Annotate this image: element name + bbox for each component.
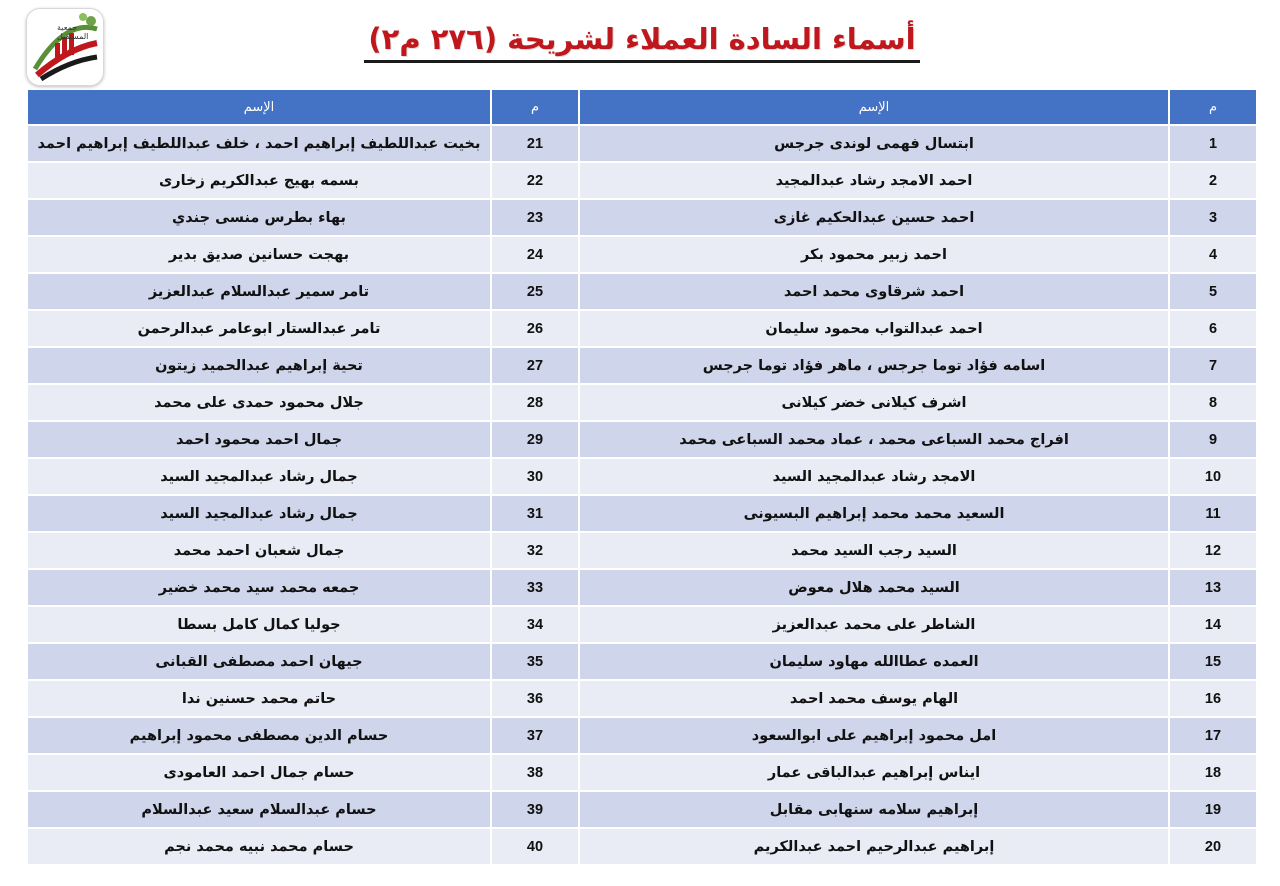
- customer-name-right: احمد زبير محمود بكر: [580, 237, 1168, 272]
- page-title: أسماء السادة العملاء لشريحة (٢٧٦ م٢): [364, 18, 919, 63]
- row-number-left: 36: [492, 681, 578, 716]
- customer-name-left: جوليا كمال كامل بسطا: [28, 607, 490, 642]
- customer-name-right: اسامه فؤاد توما جرجس ، ماهر فؤاد توما جرجس: [580, 348, 1168, 383]
- row-number-right: 6: [1170, 311, 1256, 346]
- table-header-row: [28, 90, 1256, 124]
- row-number-left: 38: [492, 755, 578, 790]
- customer-name-left: جيهان احمد مصطفى القبانى: [28, 644, 490, 679]
- row-number-right: 12: [1170, 533, 1256, 568]
- customer-name-right: ابتسال فهمى لوندى جرجس: [580, 126, 1168, 161]
- table-row: [28, 496, 1256, 531]
- customer-name-right: الشاطر على محمد عبدالعزيز: [580, 607, 1168, 642]
- customer-name-left: جمال شعبان احمد محمد: [28, 533, 490, 568]
- row-number-right: 20: [1170, 829, 1256, 864]
- customer-name-left: جمال رشاد عبدالمجيد السيد: [28, 496, 490, 531]
- table-row: [28, 274, 1256, 309]
- row-number-left: 21: [492, 126, 578, 161]
- row-number-right: 1: [1170, 126, 1256, 161]
- title-container: [0, 18, 1280, 63]
- header-num-right: م: [1170, 90, 1256, 124]
- row-number-right: 5: [1170, 274, 1256, 309]
- row-number-right: 3: [1170, 200, 1256, 235]
- row-number-left: 29: [492, 422, 578, 457]
- table-row: [28, 163, 1256, 198]
- customer-name-right: السيد محمد هلال معوض: [580, 570, 1168, 605]
- row-number-left: 40: [492, 829, 578, 864]
- row-number-right: 18: [1170, 755, 1256, 790]
- row-number-right: 13: [1170, 570, 1256, 605]
- row-number-left: 37: [492, 718, 578, 753]
- row-number-left: 27: [492, 348, 578, 383]
- header-name-right: الإسم: [580, 90, 1168, 124]
- table-row: [28, 385, 1256, 420]
- customer-name-right: احمد حسين عبدالحكيم غازى: [580, 200, 1168, 235]
- customer-name-right: السيد رجب السيد محمد: [580, 533, 1168, 568]
- customer-name-left: بهجت حسانين صديق بدير: [28, 237, 490, 272]
- customer-name-right: إبراهيم سلامه سنهابى مقابل: [580, 792, 1168, 827]
- row-number-right: 9: [1170, 422, 1256, 457]
- customer-name-right: ايناس إبراهيم عبدالباقى عمار: [580, 755, 1168, 790]
- table-row: [28, 718, 1256, 753]
- row-number-left: 22: [492, 163, 578, 198]
- row-number-right: 16: [1170, 681, 1256, 716]
- customer-name-left: حسام جمال احمد العامودى: [28, 755, 490, 790]
- customer-name-left: تامر سمير عبدالسلام عبدالعزيز: [28, 274, 490, 309]
- customer-name-left: حسام محمد نبيه محمد نجم: [28, 829, 490, 864]
- customer-name-left: حاتم محمد حسنين ندا: [28, 681, 490, 716]
- row-number-left: 34: [492, 607, 578, 642]
- row-number-left: 28: [492, 385, 578, 420]
- row-number-left: 25: [492, 274, 578, 309]
- customer-name-right: امل محمود إبراهيم على ابوالسعود: [580, 718, 1168, 753]
- customer-name-left: جمال رشاد عبدالمجيد السيد: [28, 459, 490, 494]
- customer-name-right: إبراهيم عبدالرحيم احمد عبدالكريم: [580, 829, 1168, 864]
- row-number-left: 31: [492, 496, 578, 531]
- table-row: [28, 792, 1256, 827]
- customer-name-left: حسام عبدالسلام سعيد عبدالسلام: [28, 792, 490, 827]
- logo-text: جمعية المستقبل: [57, 23, 89, 41]
- table-row: [28, 311, 1256, 346]
- row-number-right: 14: [1170, 607, 1256, 642]
- table-row: [28, 681, 1256, 716]
- row-number-right: 2: [1170, 163, 1256, 198]
- customer-name-left: حسام الدين مصطفى محمود إبراهيم: [28, 718, 490, 753]
- table-row: [28, 607, 1256, 642]
- row-number-left: 33: [492, 570, 578, 605]
- row-number-right: 11: [1170, 496, 1256, 531]
- customer-name-left: جمال احمد محمود احمد: [28, 422, 490, 457]
- customer-name-right: احمد شرقاوى محمد احمد: [580, 274, 1168, 309]
- row-number-left: 26: [492, 311, 578, 346]
- table-row: [28, 237, 1256, 272]
- customer-name-right: اشرف كيلانى خضر كيلانى: [580, 385, 1168, 420]
- row-number-left: 24: [492, 237, 578, 272]
- row-number-right: 15: [1170, 644, 1256, 679]
- table-row: [28, 829, 1256, 864]
- row-number-left: 23: [492, 200, 578, 235]
- customer-name-left: تحية إبراهيم عبدالحميد زيتون: [28, 348, 490, 383]
- row-number-left: 30: [492, 459, 578, 494]
- row-number-left: 32: [492, 533, 578, 568]
- row-number-right: 19: [1170, 792, 1256, 827]
- customer-name-right: احمد الامجد رشاد عبدالمجيد: [580, 163, 1168, 198]
- row-number-right: 4: [1170, 237, 1256, 272]
- row-number-right: 8: [1170, 385, 1256, 420]
- customer-name-left: جلال محمود حمدى على محمد: [28, 385, 490, 420]
- customer-name-right: الهام يوسف محمد احمد: [580, 681, 1168, 716]
- table-row: [28, 422, 1256, 457]
- customer-name-left: جمعه محمد سيد محمد خضير: [28, 570, 490, 605]
- header-num-left: م: [492, 90, 578, 124]
- customer-name-left: بسمه بهيج عبدالكريم زخارى: [28, 163, 490, 198]
- customer-name-right: السعيد محمد محمد إبراهيم البسيونى: [580, 496, 1168, 531]
- customer-name-left: بهاء بطرس منسى جندي: [28, 200, 490, 235]
- table-row: [28, 570, 1256, 605]
- customer-name-left: بخيت عبداللطيف إبراهيم احمد ، خلف عبداللطيف إبراهيم احمد: [28, 126, 490, 161]
- customer-name-right: افراج محمد السباعى محمد ، عماد محمد السباعى محمد: [580, 422, 1168, 457]
- row-number-right: 17: [1170, 718, 1256, 753]
- table-row: [28, 200, 1256, 235]
- customer-name-right: العمده عطاالله مهاود سليمان: [580, 644, 1168, 679]
- table-row: [28, 459, 1256, 494]
- row-number-left: 35: [492, 644, 578, 679]
- row-number-right: 7: [1170, 348, 1256, 383]
- customers-table: [26, 88, 1258, 866]
- customer-name-right: احمد عبدالتواب محمود سليمان: [580, 311, 1168, 346]
- table-body: [28, 126, 1256, 864]
- customer-name-left: تامر عبدالستار ابوعامر عبدالرحمن: [28, 311, 490, 346]
- table-row: [28, 126, 1256, 161]
- row-number-left: 39: [492, 792, 578, 827]
- row-number-right: 10: [1170, 459, 1256, 494]
- header-name-left: الإسم: [28, 90, 490, 124]
- customer-name-right: الامجد رشاد عبدالمجيد السيد: [580, 459, 1168, 494]
- table-row: [28, 644, 1256, 679]
- table-row: [28, 533, 1256, 568]
- table-row: [28, 348, 1256, 383]
- table-row: [28, 755, 1256, 790]
